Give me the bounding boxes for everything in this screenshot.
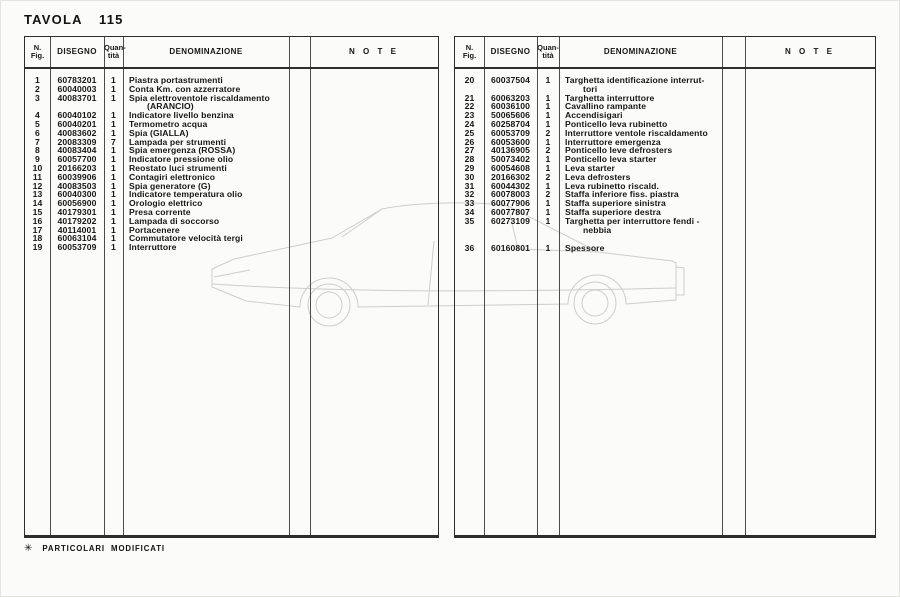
modified-mark-cell xyxy=(289,85,310,94)
header-disegno: DISEGNO xyxy=(490,46,531,56)
note-cell xyxy=(745,208,875,217)
denominazione-cell: Reostato luci strumenti xyxy=(129,162,227,173)
modified-mark-cell xyxy=(289,199,310,208)
disegno-cell: 60053600 xyxy=(490,136,531,147)
denominazione-cell: Orologio elettrico xyxy=(129,198,203,209)
denominazione-cell: Staffa superiore sinistra xyxy=(565,198,666,209)
qty-cell: 1 xyxy=(111,127,116,138)
disegno-cell: 60063104 xyxy=(57,233,97,244)
note-cell xyxy=(745,129,875,138)
fig-number-cell: 22 xyxy=(464,101,475,112)
disegno-cell: 60039906 xyxy=(57,171,97,182)
table-row xyxy=(25,94,438,112)
denominazione-cell: Lampada di soccorso xyxy=(129,215,220,226)
table-body-left xyxy=(25,70,438,252)
fig-number-cell: 27 xyxy=(464,145,475,156)
fig-number-cell: 20 xyxy=(464,75,475,85)
fig-number-cell: 16 xyxy=(32,215,43,226)
note-cell xyxy=(310,155,438,164)
denominazione-cell: Ponticello leva starter xyxy=(565,154,657,165)
table-row xyxy=(455,244,875,253)
header-disegno: DISEGNO xyxy=(57,46,97,56)
modified-mark-cell xyxy=(289,208,310,217)
note-cell xyxy=(310,94,438,112)
header-note: N O T E xyxy=(349,46,399,56)
modified-mark-cell xyxy=(289,217,310,226)
fig-number-cell: 21 xyxy=(464,92,475,103)
modified-mark-cell xyxy=(289,76,310,85)
disegno-cell: 60054608 xyxy=(490,162,531,173)
modified-mark-cell xyxy=(722,94,745,103)
disegno-cell: 60040003 xyxy=(57,83,97,94)
qty-cell: 1 xyxy=(545,243,551,254)
fig-number-cell: 2 xyxy=(35,83,40,94)
modified-mark-cell xyxy=(722,102,745,111)
denominazione-cell: Indicatore pressione olio xyxy=(129,154,234,165)
disegno-cell: 40179202 xyxy=(57,215,97,226)
disegno-cell: 60063203 xyxy=(490,92,531,103)
modified-mark-cell xyxy=(289,234,310,243)
modified-mark-cell xyxy=(722,190,745,199)
disegno-cell: 40083503 xyxy=(57,180,97,191)
disegno-cell: 60078003 xyxy=(490,189,531,200)
note-cell xyxy=(745,244,875,253)
qty-cell: 1 xyxy=(545,198,551,209)
modified-mark-cell xyxy=(289,120,310,129)
qty-cell: 1 xyxy=(111,198,116,209)
fig-number-cell: 28 xyxy=(464,154,475,165)
denominazione-cell: Contagiri elettronico xyxy=(129,171,216,182)
qty-cell: 1 xyxy=(545,136,551,147)
note-cell xyxy=(310,190,438,199)
denominazione-cell: Ponticello leve defrosters xyxy=(565,145,673,156)
denominazione-cell: Targhetta interruttore xyxy=(565,92,655,103)
header-fig: N. Fig. xyxy=(30,43,45,60)
note-cell xyxy=(310,234,438,243)
modified-mark-cell xyxy=(722,217,745,235)
denominazione-cell: Spia generatore (G) xyxy=(129,180,211,191)
fig-number-cell: 30 xyxy=(464,171,475,182)
modified-mark-cell xyxy=(722,111,745,120)
note-cell xyxy=(310,129,438,138)
disegno-cell: 20166203 xyxy=(57,162,97,173)
note-cell xyxy=(745,190,875,199)
modified-mark-cell xyxy=(289,173,310,182)
fig-number-cell: 17 xyxy=(32,224,43,235)
modified-mark-cell xyxy=(289,146,310,155)
qty-cell: 1 xyxy=(111,83,116,94)
denominazione-cell: Leva defrosters xyxy=(565,171,631,182)
table-header xyxy=(25,37,438,69)
qty-cell: 1 xyxy=(545,110,551,121)
qty-cell: 1 xyxy=(545,92,551,103)
disegno-cell: 60258704 xyxy=(490,118,531,129)
fig-number-cell: 34 xyxy=(464,206,475,217)
denominazione-cell: Targhetta identificazione interrut- tori xyxy=(565,75,705,94)
qty-cell: 1 xyxy=(545,162,551,173)
fig-number-cell: 33 xyxy=(464,198,475,209)
qty-cell: 1 xyxy=(111,171,116,182)
denominazione-cell: Leva starter xyxy=(565,162,615,173)
denominazione-cell: Interruttore ventole riscaldamento xyxy=(565,127,708,138)
denominazione-cell: Spia emergenza (ROSSA) xyxy=(129,145,236,156)
denominazione-cell: Indicatore livello benzina xyxy=(129,110,234,121)
disegno-cell: 40179301 xyxy=(57,206,97,217)
fig-number-cell: 13 xyxy=(32,189,43,200)
note-cell xyxy=(310,208,438,217)
fig-number-cell: 14 xyxy=(32,198,43,209)
modified-mark-cell xyxy=(722,199,745,208)
denominazione-cell: Termometro acqua xyxy=(129,118,208,129)
table-row xyxy=(25,243,438,252)
modified-mark-cell xyxy=(289,190,310,199)
disegno-cell: 60037504 xyxy=(490,75,531,85)
note-cell xyxy=(745,217,875,235)
modified-mark-cell xyxy=(722,164,745,173)
note-cell xyxy=(745,182,875,191)
fig-number-cell: 6 xyxy=(35,127,40,138)
note-cell xyxy=(310,164,438,173)
note-cell xyxy=(310,120,438,129)
header-fig: N. Fig. xyxy=(462,43,477,60)
fig-number-cell: 15 xyxy=(32,206,43,217)
modified-mark-cell xyxy=(722,129,745,138)
header-qty: Quan- tità xyxy=(104,43,126,60)
denominazione-cell: Staffa inferiore fiss. piastra xyxy=(565,189,679,200)
note-cell xyxy=(745,120,875,129)
qty-cell: 1 xyxy=(545,215,551,226)
disegno-cell: 60040102 xyxy=(57,110,97,121)
denominazione-cell: Leva rubinetto riscald. xyxy=(565,180,659,191)
denominazione-cell: Staffa superiore destra xyxy=(565,206,661,217)
table-header xyxy=(455,37,875,69)
parts-table-left xyxy=(24,36,439,538)
modified-mark-cell xyxy=(722,138,745,147)
note-cell xyxy=(745,146,875,155)
disegno-cell: 60040201 xyxy=(57,118,97,129)
fig-number-cell: 8 xyxy=(35,145,40,156)
modified-mark-cell xyxy=(289,164,310,173)
note-cell xyxy=(745,164,875,173)
qty-cell: 1 xyxy=(111,162,116,173)
fig-number-cell: 19 xyxy=(32,242,43,253)
qty-cell: 2 xyxy=(545,145,551,156)
fig-number-cell: 32 xyxy=(464,189,475,200)
fig-number-cell: 36 xyxy=(464,243,475,254)
table-row xyxy=(455,217,875,235)
note-cell xyxy=(310,173,438,182)
note-cell xyxy=(745,102,875,111)
modified-mark-cell xyxy=(289,111,310,120)
modified-mark-cell xyxy=(289,182,310,191)
disegno-cell: 40083602 xyxy=(57,127,97,138)
parts-table-right xyxy=(454,36,876,538)
qty-cell: 1 xyxy=(111,215,116,226)
qty-cell: 1 xyxy=(111,206,116,217)
table-body-right xyxy=(455,70,875,253)
fig-number-cell: 5 xyxy=(35,118,40,129)
modified-mark-cell xyxy=(722,244,745,253)
footer-label: PARTICOLARI MODIFICATI xyxy=(42,544,165,553)
modified-mark-cell xyxy=(722,173,745,182)
denominazione-cell: Interruttore xyxy=(129,242,177,253)
fig-number-cell: 3 xyxy=(35,92,40,103)
fig-number-cell: 7 xyxy=(35,136,40,147)
note-cell xyxy=(310,243,438,252)
qty-cell: 1 xyxy=(111,75,116,85)
page-title: TAVOLA 115 xyxy=(24,12,124,27)
modified-mark-cell xyxy=(289,226,310,235)
fig-number-cell: 4 xyxy=(35,110,40,121)
disegno-cell: 40083701 xyxy=(57,92,97,103)
denominazione-cell: Targhetta per interruttore fendi - nebbia xyxy=(565,215,700,235)
note-cell xyxy=(310,182,438,191)
qty-cell: 1 xyxy=(545,206,551,217)
modified-mark-cell xyxy=(722,208,745,217)
denominazione-cell: Indicatore temperatura olio xyxy=(129,189,243,200)
fig-number-cell: 29 xyxy=(464,162,475,173)
note-cell xyxy=(310,138,438,147)
modified-mark-cell xyxy=(722,146,745,155)
disegno-cell: 60053709 xyxy=(490,127,531,138)
disegno-cell: 60056900 xyxy=(57,198,97,209)
note-cell xyxy=(745,199,875,208)
qty-cell: 1 xyxy=(111,180,116,191)
qty-cell: 7 xyxy=(111,136,116,147)
modified-mark-cell xyxy=(289,155,310,164)
header-qty: Quan- tità xyxy=(537,43,559,60)
note-cell xyxy=(745,76,875,94)
fig-number-cell: 18 xyxy=(32,233,43,244)
denominazione-cell: Cavallino rampante xyxy=(565,101,647,112)
qty-cell: 1 xyxy=(111,92,116,103)
disegno-cell: 60077807 xyxy=(490,206,531,217)
denominazione-cell: Spia (GIALLA) xyxy=(129,127,189,138)
qty-cell: 1 xyxy=(545,75,551,85)
modified-mark-cell xyxy=(722,76,745,94)
footer-legend xyxy=(24,543,165,554)
denominazione-cell: Lampada per strumenti xyxy=(129,136,227,147)
qty-cell: 1 xyxy=(111,154,116,165)
qty-cell: 2 xyxy=(545,189,551,200)
denominazione-cell: Ponticello leva rubinetto xyxy=(565,118,668,129)
disegno-cell: 40136905 xyxy=(490,145,531,156)
fig-number-cell: 9 xyxy=(35,154,40,165)
qty-cell: 1 xyxy=(111,242,116,253)
denominazione-cell: Conta Km. con azzerratore xyxy=(129,83,241,94)
note-cell xyxy=(310,146,438,155)
note-cell xyxy=(745,155,875,164)
modified-parts-asterisk-icon: ✳ xyxy=(24,543,33,554)
fig-number-cell: 26 xyxy=(464,136,475,147)
fig-number-cell: 25 xyxy=(464,127,475,138)
disegno-cell: 40083404 xyxy=(57,145,97,156)
note-cell xyxy=(310,226,438,235)
disegno-cell: 60057700 xyxy=(57,154,97,165)
fig-number-cell: 24 xyxy=(464,118,475,129)
denominazione-cell: Spia elettroventole riscaldamento (ARANCIO) xyxy=(129,92,270,112)
disegno-cell: 60160801 xyxy=(490,243,531,254)
denominazione-cell: Portacenere xyxy=(129,224,180,235)
disegno-cell: 60053709 xyxy=(57,242,97,253)
disegno-cell: 20166302 xyxy=(490,171,531,182)
fig-number-cell: 31 xyxy=(464,180,475,191)
note-cell xyxy=(745,94,875,103)
note-cell xyxy=(745,111,875,120)
qty-cell: 1 xyxy=(111,189,116,200)
note-cell xyxy=(745,138,875,147)
modified-mark-cell xyxy=(722,155,745,164)
fig-number-cell: 35 xyxy=(464,215,475,226)
modified-mark-cell xyxy=(289,94,310,112)
denominazione-cell: Interruttore emergenza xyxy=(565,136,661,147)
note-cell xyxy=(310,199,438,208)
disegno-cell: 20083309 xyxy=(57,136,97,147)
qty-cell: 1 xyxy=(545,118,551,129)
qty-cell: 1 xyxy=(111,224,116,235)
qty-cell: 1 xyxy=(545,154,551,165)
disegno-cell: 60273109 xyxy=(490,215,531,226)
note-cell xyxy=(310,76,438,85)
fig-number-cell: 10 xyxy=(32,162,43,173)
header-denominazione: DENOMINAZIONE xyxy=(169,46,243,56)
fig-number-cell: 23 xyxy=(464,110,475,121)
header-note: N O T E xyxy=(785,46,835,56)
qty-cell: 2 xyxy=(545,171,551,182)
denominazione-cell: Piastra portastrumenti xyxy=(129,75,223,85)
qty-cell: 1 xyxy=(545,180,551,191)
table-row xyxy=(455,76,875,94)
qty-cell: 1 xyxy=(111,118,116,129)
qty-cell: 1 xyxy=(111,110,116,121)
note-cell xyxy=(310,111,438,120)
disegno-cell: 60036100 xyxy=(490,101,531,112)
disegno-cell: 60040300 xyxy=(57,189,97,200)
qty-cell: 1 xyxy=(545,101,551,112)
denominazione-cell: Commutatore velocità tergi xyxy=(129,233,243,244)
disegno-cell: 50073402 xyxy=(490,154,531,165)
disegno-cell: 60783201 xyxy=(57,75,97,85)
header-denominazione: DENOMINAZIONE xyxy=(603,46,678,56)
qty-cell: 1 xyxy=(111,233,116,244)
note-cell xyxy=(310,217,438,226)
fig-number-cell: 11 xyxy=(32,171,43,182)
modified-mark-cell xyxy=(289,138,310,147)
modified-mark-cell xyxy=(289,129,310,138)
note-cell xyxy=(745,173,875,182)
denominazione-cell: Accendisigari xyxy=(565,110,623,121)
modified-mark-cell xyxy=(722,182,745,191)
modified-mark-cell xyxy=(722,120,745,129)
denominazione-cell: Presa corrente xyxy=(129,206,191,217)
modified-mark-cell xyxy=(289,243,310,252)
disegno-cell: 40114001 xyxy=(57,224,97,235)
fig-number-cell: 1 xyxy=(35,75,40,85)
fig-number-cell: 12 xyxy=(32,180,43,191)
disegno-cell: 60077906 xyxy=(490,198,531,209)
denominazione-cell: Spessore xyxy=(565,243,605,254)
qty-cell: 2 xyxy=(545,127,551,138)
note-cell xyxy=(310,85,438,94)
qty-cell: 1 xyxy=(111,145,116,156)
disegno-cell: 50065606 xyxy=(490,110,531,121)
disegno-cell: 60044302 xyxy=(490,180,531,191)
